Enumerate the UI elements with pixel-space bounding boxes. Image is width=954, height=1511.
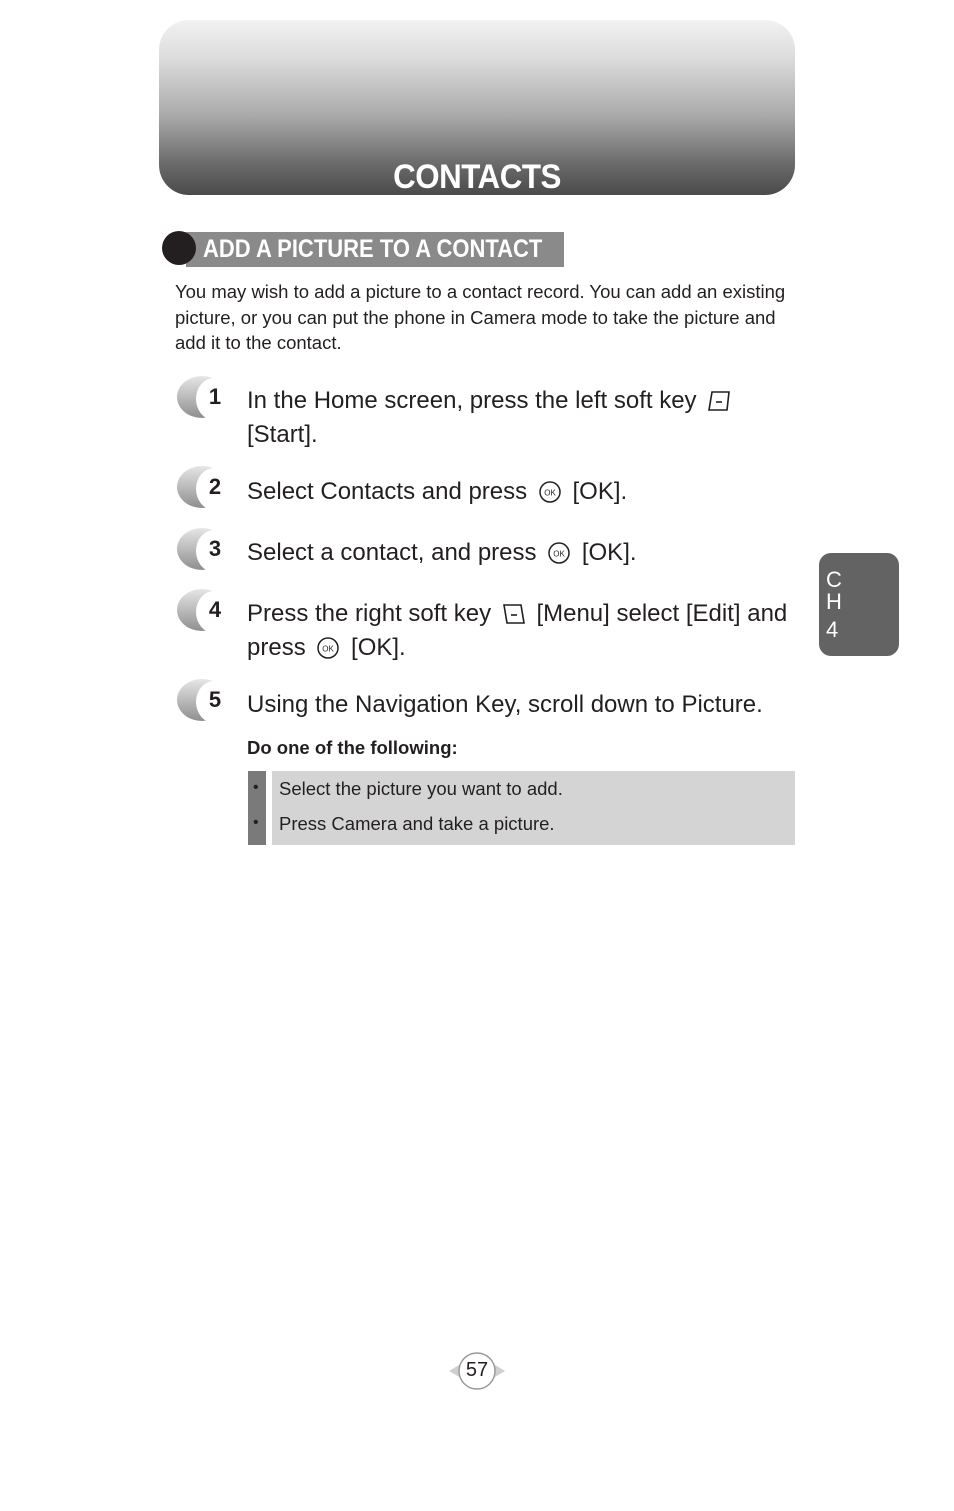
svg-text:OK: OK (553, 549, 565, 559)
step-text-part: In the Home screen, press the left soft key (247, 387, 697, 414)
step-badge (176, 465, 232, 511)
step-badge (176, 527, 232, 573)
step-text-part: Select Contacts and press (247, 478, 528, 505)
step-number: 2 (208, 474, 222, 499)
step-number: 5 (208, 687, 222, 712)
step-badge (176, 375, 232, 421)
ok-key-icon (538, 481, 562, 511)
step-text (247, 538, 807, 572)
options-subheading: Do one of the following: (247, 737, 458, 758)
page-title: CONTACTS (393, 158, 561, 196)
page-number: 57 (465, 1359, 489, 1381)
bullet-icon: • (253, 814, 259, 831)
step-text-part: [Menu] select [Edit] and press (247, 600, 788, 661)
step-text (247, 477, 807, 511)
step-number: 4 (208, 597, 222, 622)
ok-key-icon (547, 542, 571, 572)
chapter-tab-letter: H (826, 589, 842, 614)
right-soft-key-icon (502, 603, 526, 633)
section-title: ADD A PICTURE TO A CONTACT (203, 235, 543, 263)
step-text (247, 386, 807, 450)
chapter-tab-letter: 4 (826, 617, 839, 642)
step-text-part: Select a contact, and press (247, 539, 537, 566)
option-item: Press Camera and take a picture. (279, 813, 555, 834)
chapter-tab-letter: C (826, 567, 842, 592)
left-soft-key-icon (707, 390, 731, 420)
step-text-part: Press the right soft key (247, 600, 492, 627)
step-number: 1 (208, 384, 222, 409)
step-badge (176, 678, 232, 724)
chapter-banner (159, 20, 795, 195)
bullet-icon: • (253, 779, 259, 796)
svg-text:OK: OK (322, 644, 335, 654)
ok-key-icon (316, 637, 340, 667)
svg-text:OK: OK (544, 488, 556, 498)
step-text-part: [OK]. (351, 634, 406, 661)
section-bullet-icon (162, 231, 196, 265)
option-item: Select the picture you want to add. (279, 778, 563, 799)
step-text-part: [OK]. (572, 478, 628, 505)
page-number-badge (447, 1349, 507, 1393)
step-text: Using the Navigation Key, scroll down to Picture. (247, 691, 763, 718)
step-text-part: [OK]. (581, 539, 637, 566)
step-text-part: [Start]. (247, 421, 318, 448)
section-intro: You may wish to add a picture to a contact record. You can add an existing picture, or you can put the phone in Camera mode to take the picture and add it to the contact. (175, 281, 786, 353)
step-badge (176, 588, 232, 634)
step-number: 3 (208, 536, 222, 561)
step-text (247, 599, 807, 667)
